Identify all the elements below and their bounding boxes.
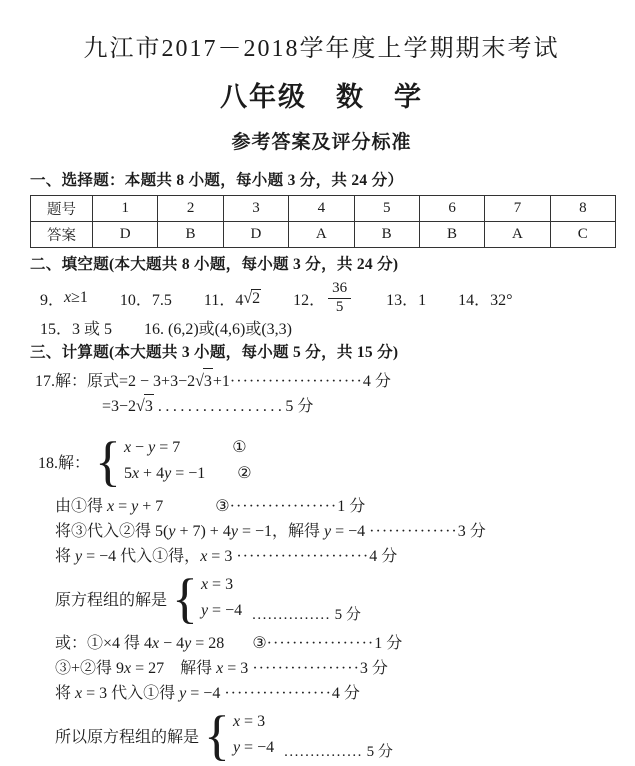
answer-cell: B (158, 222, 223, 248)
score-leader-dots: ················· (266, 635, 375, 652)
score-leader-dots: ............... (284, 744, 363, 760)
q18-solution-system (55, 567, 613, 629)
final-solution-equation-x: x = 3 (232, 713, 266, 730)
question-number-cell: 8 (550, 196, 615, 222)
fill-answers-row-1 (30, 280, 613, 316)
q17-step-1 (35, 368, 613, 394)
score-label: 1 分 (337, 498, 366, 515)
score-label: 4 分 (362, 373, 391, 390)
solution-label: 原方程组的解是 (55, 591, 168, 609)
question-number-cell: 5 (354, 196, 419, 222)
q18-alt-step-3-expression: 将 x = 3 代入①得 y = −4 (55, 685, 225, 702)
q18-step-2-expression: 将③代入②得 5(y + 7) + 4y = −1，解得 y = −4 (55, 523, 370, 540)
section-calc-heading: 三、计算题(本大题共 3 小题，每小题 5 分，共 15 分) (30, 344, 399, 361)
left-brace: { (204, 704, 230, 766)
q18-equation-2: 5x + 4y = −1 ② (124, 461, 252, 487)
question-number-cell: 7 (485, 196, 550, 222)
q18-alt-step-3 (55, 681, 613, 706)
score-leader-dots: ················· (224, 685, 332, 702)
q17-step-1-expression: 17.解：原式=2 − 3+3−2√3+1 (35, 373, 230, 390)
fill-answer-item-10: 10．7.5 (119, 291, 172, 309)
score-leader-dots: ················· (252, 660, 360, 677)
question-number-cell: 1 (93, 196, 158, 222)
score-label: 5 分 (285, 398, 314, 415)
q18-step-1-expression: 由①得 x = y + 7 (55, 498, 164, 515)
answer-cell: B (419, 222, 484, 248)
fill-answer-item-12: 12． $\frac{36}{5}$ (293, 280, 354, 316)
answer-cell: C (550, 222, 615, 248)
section-fill-heading: 二、填空题(本大题共 8 小题，每小题 3 分，共 24 分) (30, 256, 399, 273)
fill-answer-item-9: 9． x ≥1 (40, 289, 88, 309)
q18-alt-step-1 (55, 631, 613, 656)
score-label: 4 分 (369, 548, 398, 565)
q17-step-2 (102, 394, 613, 418)
q18-step-2 (55, 519, 613, 544)
q18-alt-step-2 (55, 656, 613, 681)
score-leader-dots: ····················· (229, 373, 363, 390)
section-choice-heading: 一、选择题：本题共 8 小题，每小题 3 分，共 24 分） (30, 172, 404, 189)
question-number-cell: 4 (289, 196, 354, 222)
left-brace: { (95, 430, 121, 492)
answer-cell: B (354, 222, 419, 248)
left-brace: { (172, 567, 198, 629)
q18-alt-step-2-expression: ③+②得 9x = 27 解得 x = 3 (55, 660, 253, 677)
score-leader-dots: ............... (252, 607, 331, 623)
solution-equation-y: y = −4 (200, 602, 243, 619)
answer-cell: A (289, 222, 354, 248)
table-row-question-numbers (31, 196, 616, 222)
question-number-cell: 6 (419, 196, 484, 222)
choice-answers-table (30, 195, 616, 248)
fill-answer-item-13: 13．1 (386, 291, 427, 309)
question-number-cell: 2 (158, 196, 223, 222)
equation-number: ① (232, 439, 247, 456)
q18-label: 18.解： (38, 454, 91, 472)
answer-key-subtitle: 参考答案及评分标准 (231, 132, 412, 153)
answer-cell: D (223, 222, 288, 248)
equation-number: ③ (252, 635, 267, 652)
table-row-answers (31, 222, 616, 248)
exam-subject-title: 八年级 数 学 (220, 82, 423, 112)
q18-equation-system (38, 430, 613, 492)
q18-step-3 (55, 544, 613, 569)
q18-step-1 (55, 494, 613, 519)
score-label: 4 分 (331, 685, 360, 702)
score-leader-dots: ·············· (369, 523, 458, 540)
fill-answer-item-16: 16. (6,2)或(4,6)或(3,3) (144, 321, 292, 338)
score-label: 3 分 (359, 660, 388, 677)
equation-number: ③ (215, 498, 230, 515)
score-leader-dots: ····················· (236, 548, 370, 565)
final-solution-label: 所以原方程组的解是 (55, 728, 200, 746)
q17-step-2-expression: =3−2√3 (102, 398, 158, 415)
score-leader-dots: ················· (229, 498, 338, 515)
fill-answer-item-15: 15．3 或 5 (40, 321, 113, 338)
equation-number: ② (237, 465, 252, 482)
exam-title: 九江市2017－2018学年度上学期期末考试 (83, 36, 560, 62)
answer-cell: D (93, 222, 158, 248)
row-header-cell: 题号 (31, 196, 93, 222)
solution-equation-x: x = 3 (200, 576, 234, 593)
score-label: 1 分 (374, 635, 403, 652)
fill-answer-item-14: 14．32° (458, 291, 513, 309)
q18-alt-step-1-expression: 或：①×4 得 4x − 4y = 28 (55, 635, 225, 652)
answer-cell: A (485, 222, 550, 248)
score-label: 3 分 (457, 523, 486, 540)
final-solution-equation-y: y = −4 (232, 739, 275, 756)
q18-final-solution-system (55, 704, 613, 766)
score-label: 5 分 (362, 744, 393, 760)
q18-step-3-expression: 将 y = −4 代入①得，x = 3 (55, 548, 237, 565)
score-leader-dots: ................. (157, 398, 286, 415)
q18-equation-1: x − y = 7 ① (124, 435, 252, 461)
row-header-cell: 答案 (31, 222, 93, 248)
fill-answers-row-2 (30, 316, 613, 339)
score-label: 5 分 (330, 607, 361, 623)
question-number-cell: 3 (223, 196, 288, 222)
fill-answer-item-11: 11．4 √2 (203, 289, 261, 309)
